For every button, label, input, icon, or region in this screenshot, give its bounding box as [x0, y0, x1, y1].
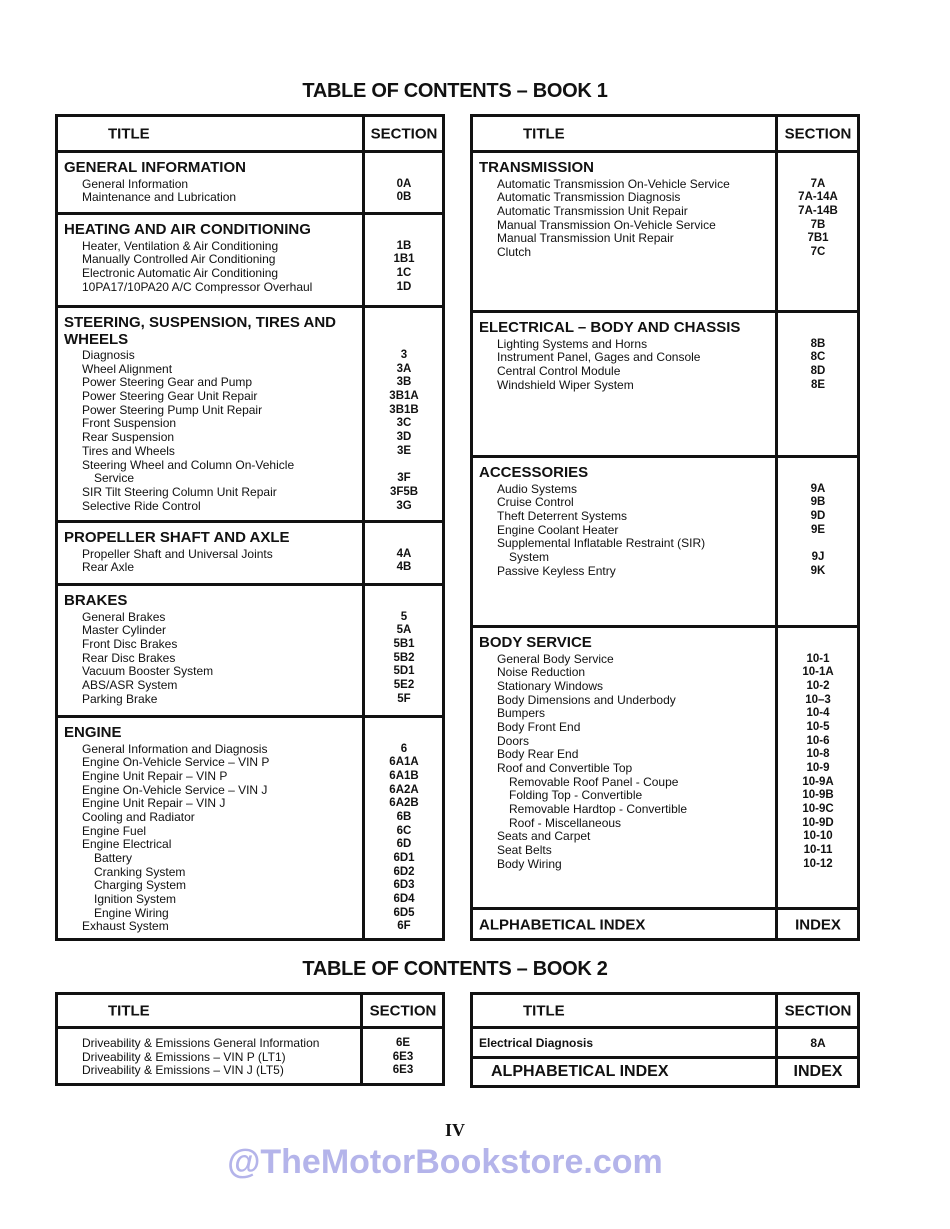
- entry-section-code: 8C: [810, 351, 826, 364]
- toc-entry[interactable]: [473, 496, 857, 510]
- entry-section-code: 6D1: [393, 852, 415, 864]
- entry-title: Parking Brake: [82, 691, 158, 706]
- entry-section-code: 6: [400, 742, 408, 755]
- section-heading: ELECTRICAL – BODY AND CHASSIS: [479, 319, 741, 336]
- book2-title: TABLE OF CONTENTS – BOOK 2: [302, 958, 608, 980]
- toc-entry[interactable]: [58, 240, 442, 254]
- entry-title: Driveability & Emissions – VIN P (LT1): [82, 1049, 286, 1064]
- entry-section-code: 7B: [810, 218, 826, 231]
- entry-title: Folding Top - Convertible: [509, 788, 643, 803]
- toc-entry[interactable]: [58, 349, 442, 363]
- section-heading: BRAKES: [64, 592, 128, 609]
- entry-section-code: 3E: [396, 444, 412, 457]
- entry-title: Passive Keyless Entry: [497, 563, 616, 578]
- entry-section-code: 10-9C: [802, 803, 834, 816]
- toc-entry[interactable]: [58, 417, 442, 431]
- entry-title: Wheel Alignment: [82, 361, 173, 376]
- entry-title: Cooling and Radiator: [82, 809, 195, 824]
- table-header: [473, 117, 857, 153]
- toc-entry[interactable]: [58, 611, 442, 625]
- toc-entry[interactable]: [473, 246, 857, 260]
- toc-section: [58, 586, 442, 718]
- entry-section-code: 1D: [396, 280, 412, 293]
- entry-title: Engine Fuel: [82, 823, 147, 838]
- entry-title: Battery: [94, 851, 133, 865]
- toc-entry[interactable]: [58, 376, 442, 390]
- toc-entry[interactable]: [58, 1064, 442, 1078]
- toc-entry[interactable]: [473, 721, 857, 735]
- entry-section-code: 0A: [396, 177, 412, 190]
- entry-title: Instrument Panel, Gages and Console: [497, 350, 701, 365]
- entry-section-code: 0B: [396, 191, 412, 204]
- header-title: TITLE: [108, 125, 150, 142]
- entry-section-code: 7C: [810, 245, 826, 258]
- toc-entry[interactable]: [58, 431, 442, 445]
- entry-section-code: 6D3: [393, 879, 415, 892]
- toc-entry[interactable]: [58, 253, 442, 267]
- entry-section-code: 10-9B: [802, 789, 834, 802]
- entry-title: Noise Reduction: [497, 665, 586, 680]
- section-heading: GENERAL INFORMATION: [64, 159, 246, 176]
- entry-title: Rear Disc Brakes: [82, 650, 176, 665]
- header-title: TITLE: [523, 1002, 565, 1019]
- alphabetical-index-entry[interactable]: [473, 1059, 857, 1085]
- toc-entry[interactable]: [58, 624, 442, 638]
- book1-left-table: [55, 114, 445, 941]
- entry-title: Engine Unit Repair – VIN P: [82, 768, 228, 783]
- toc-entry[interactable]: [473, 537, 857, 551]
- entry-section-code: 5B2: [393, 651, 415, 664]
- entry-section-code: 8B: [810, 337, 826, 350]
- toc-entry[interactable]: [473, 379, 857, 393]
- toc-entry[interactable]: [473, 748, 857, 762]
- toc-section: [473, 628, 857, 910]
- book1-title: TABLE OF CONTENTS – BOOK 1: [302, 80, 608, 102]
- entry-section-code: 5B1: [393, 637, 415, 650]
- toc-entry[interactable]: [473, 817, 857, 831]
- entry-title: Seats and Carpet: [497, 829, 591, 844]
- entry-section-code: 3F5B: [389, 485, 419, 498]
- toc-entry[interactable]: [58, 852, 442, 866]
- toc-entry[interactable]: [58, 784, 442, 798]
- entry-section-code: 1C: [396, 266, 412, 279]
- entry-title: Manual Transmission On-Vehicle Service: [497, 217, 716, 232]
- toc-entry[interactable]: [58, 893, 442, 907]
- alphabetical-index-entry[interactable]: [473, 910, 857, 940]
- entry-title: Roof and Convertible Top: [497, 761, 633, 775]
- book1-right-table: [470, 114, 860, 941]
- toc-section: [58, 215, 442, 308]
- toc-entry[interactable]: [473, 205, 857, 219]
- entry-section-code: 6D5: [393, 906, 415, 919]
- toc-entry[interactable]: [58, 743, 442, 757]
- toc-entry[interactable]: [473, 219, 857, 233]
- table-header: [58, 995, 442, 1029]
- entry-section-code: 10-1: [806, 652, 830, 665]
- entry-title: Tires and Wheels: [82, 443, 175, 458]
- toc-entry[interactable]: [473, 707, 857, 721]
- entry-section-code: 10-9: [806, 762, 830, 774]
- entry-title: Engine On-Vehicle Service – VIN P: [82, 755, 270, 770]
- toc-entry[interactable]: [473, 510, 857, 524]
- entry-section-code: 10-10: [803, 830, 833, 843]
- entry-title: Automatic Transmission On-Vehicle Service: [497, 176, 730, 191]
- entry-title: SIR Tilt Steering Column Unit Repair: [82, 484, 277, 499]
- toc-entry[interactable]: [58, 404, 442, 418]
- entry-title: Front Suspension: [82, 416, 177, 431]
- entry-title: Automatic Transmission Unit Repair: [497, 203, 688, 218]
- entry-title: Cranking System: [94, 864, 186, 879]
- toc-entry[interactable]: [473, 338, 857, 352]
- entry-title: Removable Hardtop - Convertible: [509, 802, 688, 817]
- toc-entry[interactable]: [58, 638, 442, 652]
- book2-left-table: [55, 992, 445, 1086]
- entry-section-code: 7B1: [807, 232, 829, 245]
- entry-title: General Information: [82, 176, 189, 191]
- toc-entry[interactable]: [58, 679, 442, 693]
- entry-section-code: 9D: [810, 509, 826, 522]
- section-heading: ACCESSORIES: [479, 464, 589, 481]
- entry-section-code: 5F: [397, 692, 411, 705]
- toc-entry[interactable]: [473, 666, 857, 680]
- header-title: TITLE: [523, 125, 565, 142]
- entry-title: Service: [94, 471, 135, 486]
- toc-entry[interactable]: [58, 281, 442, 295]
- entry-title: Power Steering Gear and Pump: [82, 375, 253, 390]
- entry-title: General Body Service: [497, 651, 614, 666]
- toc-entry[interactable]: [58, 178, 442, 192]
- entry-section-code: 10-4: [806, 707, 830, 720]
- entry-section-code: 6E3: [392, 1050, 414, 1063]
- entry-section-code: 6D: [396, 838, 412, 851]
- section-heading: ENGINE: [64, 724, 122, 741]
- toc-entry[interactable]: [473, 1029, 857, 1059]
- entry-title: Manual Transmission Unit Repair: [497, 231, 674, 246]
- section-heading: BODY SERVICE: [479, 634, 592, 651]
- entry-section-code: 3F: [397, 472, 411, 485]
- toc-entry[interactable]: [473, 844, 857, 858]
- entry-title: Lighting Systems and Horns: [497, 336, 648, 351]
- toc-entry[interactable]: [58, 486, 442, 500]
- toc-entry[interactable]: [473, 803, 857, 817]
- toc-entry[interactable]: [473, 232, 857, 246]
- entry-section-code: 10-1A: [802, 666, 834, 679]
- entry-section-code: 5: [400, 610, 408, 623]
- entry-section-code: 10-2: [806, 679, 830, 692]
- entry-title: Heater, Ventilation & Air Conditioning: [82, 238, 279, 253]
- toc-entry[interactable]: [58, 1037, 442, 1051]
- entry-section-code: 5D1: [393, 665, 415, 678]
- entry-title: Manually Controlled Air Conditioning: [82, 252, 276, 267]
- entry-section-code: 6A1B: [389, 769, 419, 782]
- entry-title: Engine On-Vehicle Service – VIN J: [82, 782, 268, 797]
- entry-section-code: 9K: [810, 564, 826, 577]
- entry-title: Engine Wiring: [94, 905, 169, 920]
- entry-section-code: 10-5: [806, 720, 830, 733]
- toc-entry[interactable]: [473, 191, 857, 205]
- toc-entry[interactable]: [58, 756, 442, 770]
- toc-entry[interactable]: [58, 472, 442, 486]
- entry-title: Bumpers: [497, 706, 546, 721]
- entry-title: Engine Unit Repair – VIN J: [82, 796, 226, 811]
- entry-title: 10PA17/10PA20 A/C Compressor Overhaul: [82, 279, 313, 294]
- entry-title: Rear Suspension: [82, 430, 175, 445]
- entry-section-code: 7A-14A: [798, 191, 838, 204]
- entry-title: Maintenance and Lubrication: [82, 190, 237, 205]
- toc-entry[interactable]: [473, 524, 857, 538]
- entry-section-code: 9J: [811, 550, 825, 563]
- toc-entry[interactable]: [58, 500, 442, 514]
- entry-title: General Information and Diagnosis: [82, 741, 268, 756]
- toc-entry[interactable]: [58, 363, 442, 377]
- entry-title: Exhaust System: [82, 919, 169, 934]
- entry-title: Engine Coolant Heater: [497, 522, 619, 537]
- toc-section: [58, 1029, 442, 1083]
- entry-section-code: 3C: [396, 417, 412, 430]
- toc-entry[interactable]: [58, 838, 442, 852]
- entry-section-code: INDEX: [793, 1063, 843, 1080]
- page-number: IV: [444, 1120, 465, 1140]
- section-heading: TRANSMISSION: [479, 159, 595, 176]
- entry-title: Electrical Diagnosis: [479, 1035, 594, 1050]
- entry-section-code: 4B: [396, 561, 412, 574]
- toc-entry[interactable]: [58, 1051, 442, 1065]
- entry-section-code: 10-12: [803, 857, 833, 870]
- toc-entry[interactable]: [473, 178, 857, 192]
- toc-entry[interactable]: [58, 879, 442, 893]
- entry-section-code: 6A1A: [389, 756, 419, 769]
- entry-title: Supplemental Inflatable Restraint (SIR): [497, 536, 706, 551]
- entry-title: Doors: [497, 733, 530, 748]
- toc-section: [473, 153, 857, 313]
- entry-section-code: 8D: [810, 364, 826, 377]
- toc-entry[interactable]: [58, 267, 442, 281]
- entry-title: Body Dimensions and Underbody: [497, 692, 676, 707]
- toc-section: [58, 308, 442, 523]
- header-section: SECTION: [784, 1002, 852, 1019]
- section-heading: STEERING, SUSPENSION, TIRES AND WHEELS: [64, 314, 336, 348]
- header-section: SECTION: [784, 125, 852, 142]
- entry-title: Removable Roof Panel - Coupe: [509, 774, 679, 789]
- entry-section-code: 6F: [397, 920, 411, 933]
- toc-entry[interactable]: [473, 365, 857, 379]
- entry-title: ALPHABETICAL INDEX: [479, 916, 646, 934]
- toc-entry[interactable]: [473, 653, 857, 667]
- entry-section-code: 6A2B: [389, 797, 419, 810]
- table-header: [473, 995, 857, 1029]
- entry-section-code: 10-11: [803, 844, 833, 857]
- entry-section-code: 9B: [810, 496, 826, 509]
- section-heading: HEATING AND AIR CONDITIONING: [64, 221, 311, 238]
- entry-title: Windshield Wiper System: [497, 377, 634, 392]
- entry-section-code: 3B: [396, 376, 412, 389]
- toc-entry[interactable]: [58, 811, 442, 825]
- entry-title: Audio Systems: [497, 481, 578, 496]
- entry-title: Body Rear End: [497, 747, 579, 762]
- entry-title: Power Steering Pump Unit Repair: [82, 402, 263, 417]
- toc-entry[interactable]: [473, 762, 857, 776]
- entry-section-code: 3G: [396, 499, 412, 512]
- entry-section-code: 10-6: [806, 734, 830, 747]
- entry-section-code: 1B: [396, 239, 412, 252]
- entry-title: Automatic Transmission Diagnosis: [497, 190, 681, 205]
- entry-section-code: 9E: [810, 523, 826, 536]
- entry-section-code: 3: [400, 349, 408, 361]
- entry-title: Power Steering Gear Unit Repair: [82, 389, 258, 404]
- toc-entry[interactable]: [473, 789, 857, 803]
- entry-section-code: 6B: [396, 810, 412, 823]
- entry-title: Electronic Automatic Air Conditioning: [82, 265, 279, 280]
- book2-right-table: [470, 992, 860, 1088]
- toc-entry[interactable]: [473, 694, 857, 708]
- entry-title: Driveability & Emissions – VIN J (LT5): [82, 1063, 284, 1078]
- toc-entry[interactable]: [58, 445, 442, 459]
- entry-title: Front Disc Brakes: [82, 636, 178, 651]
- entry-title: Ignition System: [94, 892, 177, 907]
- entry-section-code: 6D2: [393, 865, 415, 878]
- toc-entry[interactable]: [58, 770, 442, 784]
- toc-entry[interactable]: [58, 459, 442, 473]
- entry-title: ALPHABETICAL INDEX: [491, 1063, 669, 1080]
- entry-section-code: 1B1: [393, 253, 415, 266]
- entry-section-code: 7A-14B: [798, 204, 838, 217]
- entry-title: Body Wiring: [497, 856, 562, 871]
- header-section: SECTION: [369, 1002, 437, 1019]
- toc-entry[interactable]: [58, 920, 442, 934]
- toc-entry[interactable]: [473, 776, 857, 790]
- entry-section-code: INDEX: [795, 916, 841, 934]
- header-title: TITLE: [108, 1002, 150, 1019]
- entry-section-code: 5E2: [393, 678, 415, 691]
- entry-title: Charging System: [94, 878, 187, 893]
- table-header: [58, 117, 442, 153]
- toc-entry[interactable]: [473, 351, 857, 365]
- header-section: SECTION: [370, 125, 438, 142]
- entry-title: Steering Wheel and Column On-Vehicle: [82, 457, 295, 472]
- entry-section-code: 6C: [396, 824, 412, 837]
- entry-title: System: [509, 549, 550, 564]
- entry-title: Stationary Windows: [497, 678, 604, 693]
- entry-title: Seat Belts: [497, 843, 552, 858]
- entry-section-code: 10-8: [806, 748, 830, 761]
- watermark: @TheMotorBookstore.com: [227, 1143, 663, 1181]
- entry-title: Vacuum Booster System: [82, 664, 214, 679]
- toc-entry[interactable]: [473, 735, 857, 749]
- toc-entry[interactable]: [473, 551, 857, 565]
- entry-title: Selective Ride Control: [82, 498, 201, 513]
- toc-entry[interactable]: [58, 825, 442, 839]
- section-heading: PROPELLER SHAFT AND AXLE: [64, 529, 290, 546]
- entry-section-code: 6A2A: [389, 783, 419, 796]
- toc-entry[interactable]: [473, 858, 857, 872]
- entry-section-code: 3B1A: [389, 390, 419, 403]
- entry-section-code: 5A: [396, 624, 412, 637]
- entry-title: Rear Axle: [82, 560, 135, 575]
- entry-section-code: 6D4: [393, 893, 415, 906]
- entry-section-code: 10–3: [805, 693, 831, 706]
- entry-section-code: 8A: [810, 1035, 826, 1050]
- toc-entry[interactable]: [58, 548, 442, 562]
- entry-section-code: 3A: [396, 362, 412, 375]
- entry-title: Driveability & Emissions General Information: [82, 1036, 320, 1050]
- toc-section: [473, 458, 857, 628]
- toc-entry[interactable]: [473, 830, 857, 844]
- toc-entry[interactable]: [473, 483, 857, 497]
- toc-entry[interactable]: [58, 652, 442, 666]
- entry-section-code: 3D: [396, 431, 412, 444]
- entry-title: Engine Electrical: [82, 837, 172, 852]
- entry-title: Central Control Module: [497, 363, 621, 378]
- entry-title: Cruise Control: [497, 495, 574, 510]
- toc-entry[interactable]: [58, 693, 442, 707]
- entry-title: Theft Deterrent Systems: [497, 508, 628, 523]
- entry-section-code: 7A: [810, 177, 826, 190]
- toc-section: [58, 718, 442, 944]
- entry-title: Roof - Miscellaneous: [509, 815, 622, 830]
- entry-section-code: 6E: [395, 1037, 411, 1049]
- entry-title: Master Cylinder: [82, 623, 167, 638]
- entry-section-code: 3B1B: [389, 403, 419, 416]
- toc-section: [58, 153, 442, 215]
- toc-entry[interactable]: [58, 191, 442, 205]
- toc-entry[interactable]: [58, 907, 442, 921]
- entry-title: Propeller Shaft and Universal Joints: [82, 546, 273, 561]
- entry-title: Diagnosis: [82, 348, 135, 362]
- entry-section-code: 4A: [396, 547, 412, 560]
- entry-section-code: 9A: [810, 482, 826, 495]
- toc-entry[interactable]: [58, 665, 442, 679]
- toc-entry[interactable]: [58, 797, 442, 811]
- entry-title: Clutch: [497, 244, 532, 259]
- toc-entry[interactable]: [58, 866, 442, 880]
- toc-section: [473, 313, 857, 458]
- toc-entry[interactable]: [58, 561, 442, 575]
- entry-section-code: 10-9D: [802, 816, 834, 829]
- entry-title: ABS/ASR System: [82, 677, 178, 692]
- toc-entry[interactable]: [473, 680, 857, 694]
- toc-entry[interactable]: [473, 565, 857, 579]
- entry-section-code: 8E: [810, 378, 826, 391]
- toc-section: [58, 523, 442, 586]
- entry-section-code: 10-9A: [802, 775, 834, 788]
- toc-entry[interactable]: [58, 390, 442, 404]
- entry-title: Body Front End: [497, 719, 581, 734]
- entry-section-code: 6E3: [392, 1064, 414, 1077]
- entry-title: General Brakes: [82, 609, 166, 624]
